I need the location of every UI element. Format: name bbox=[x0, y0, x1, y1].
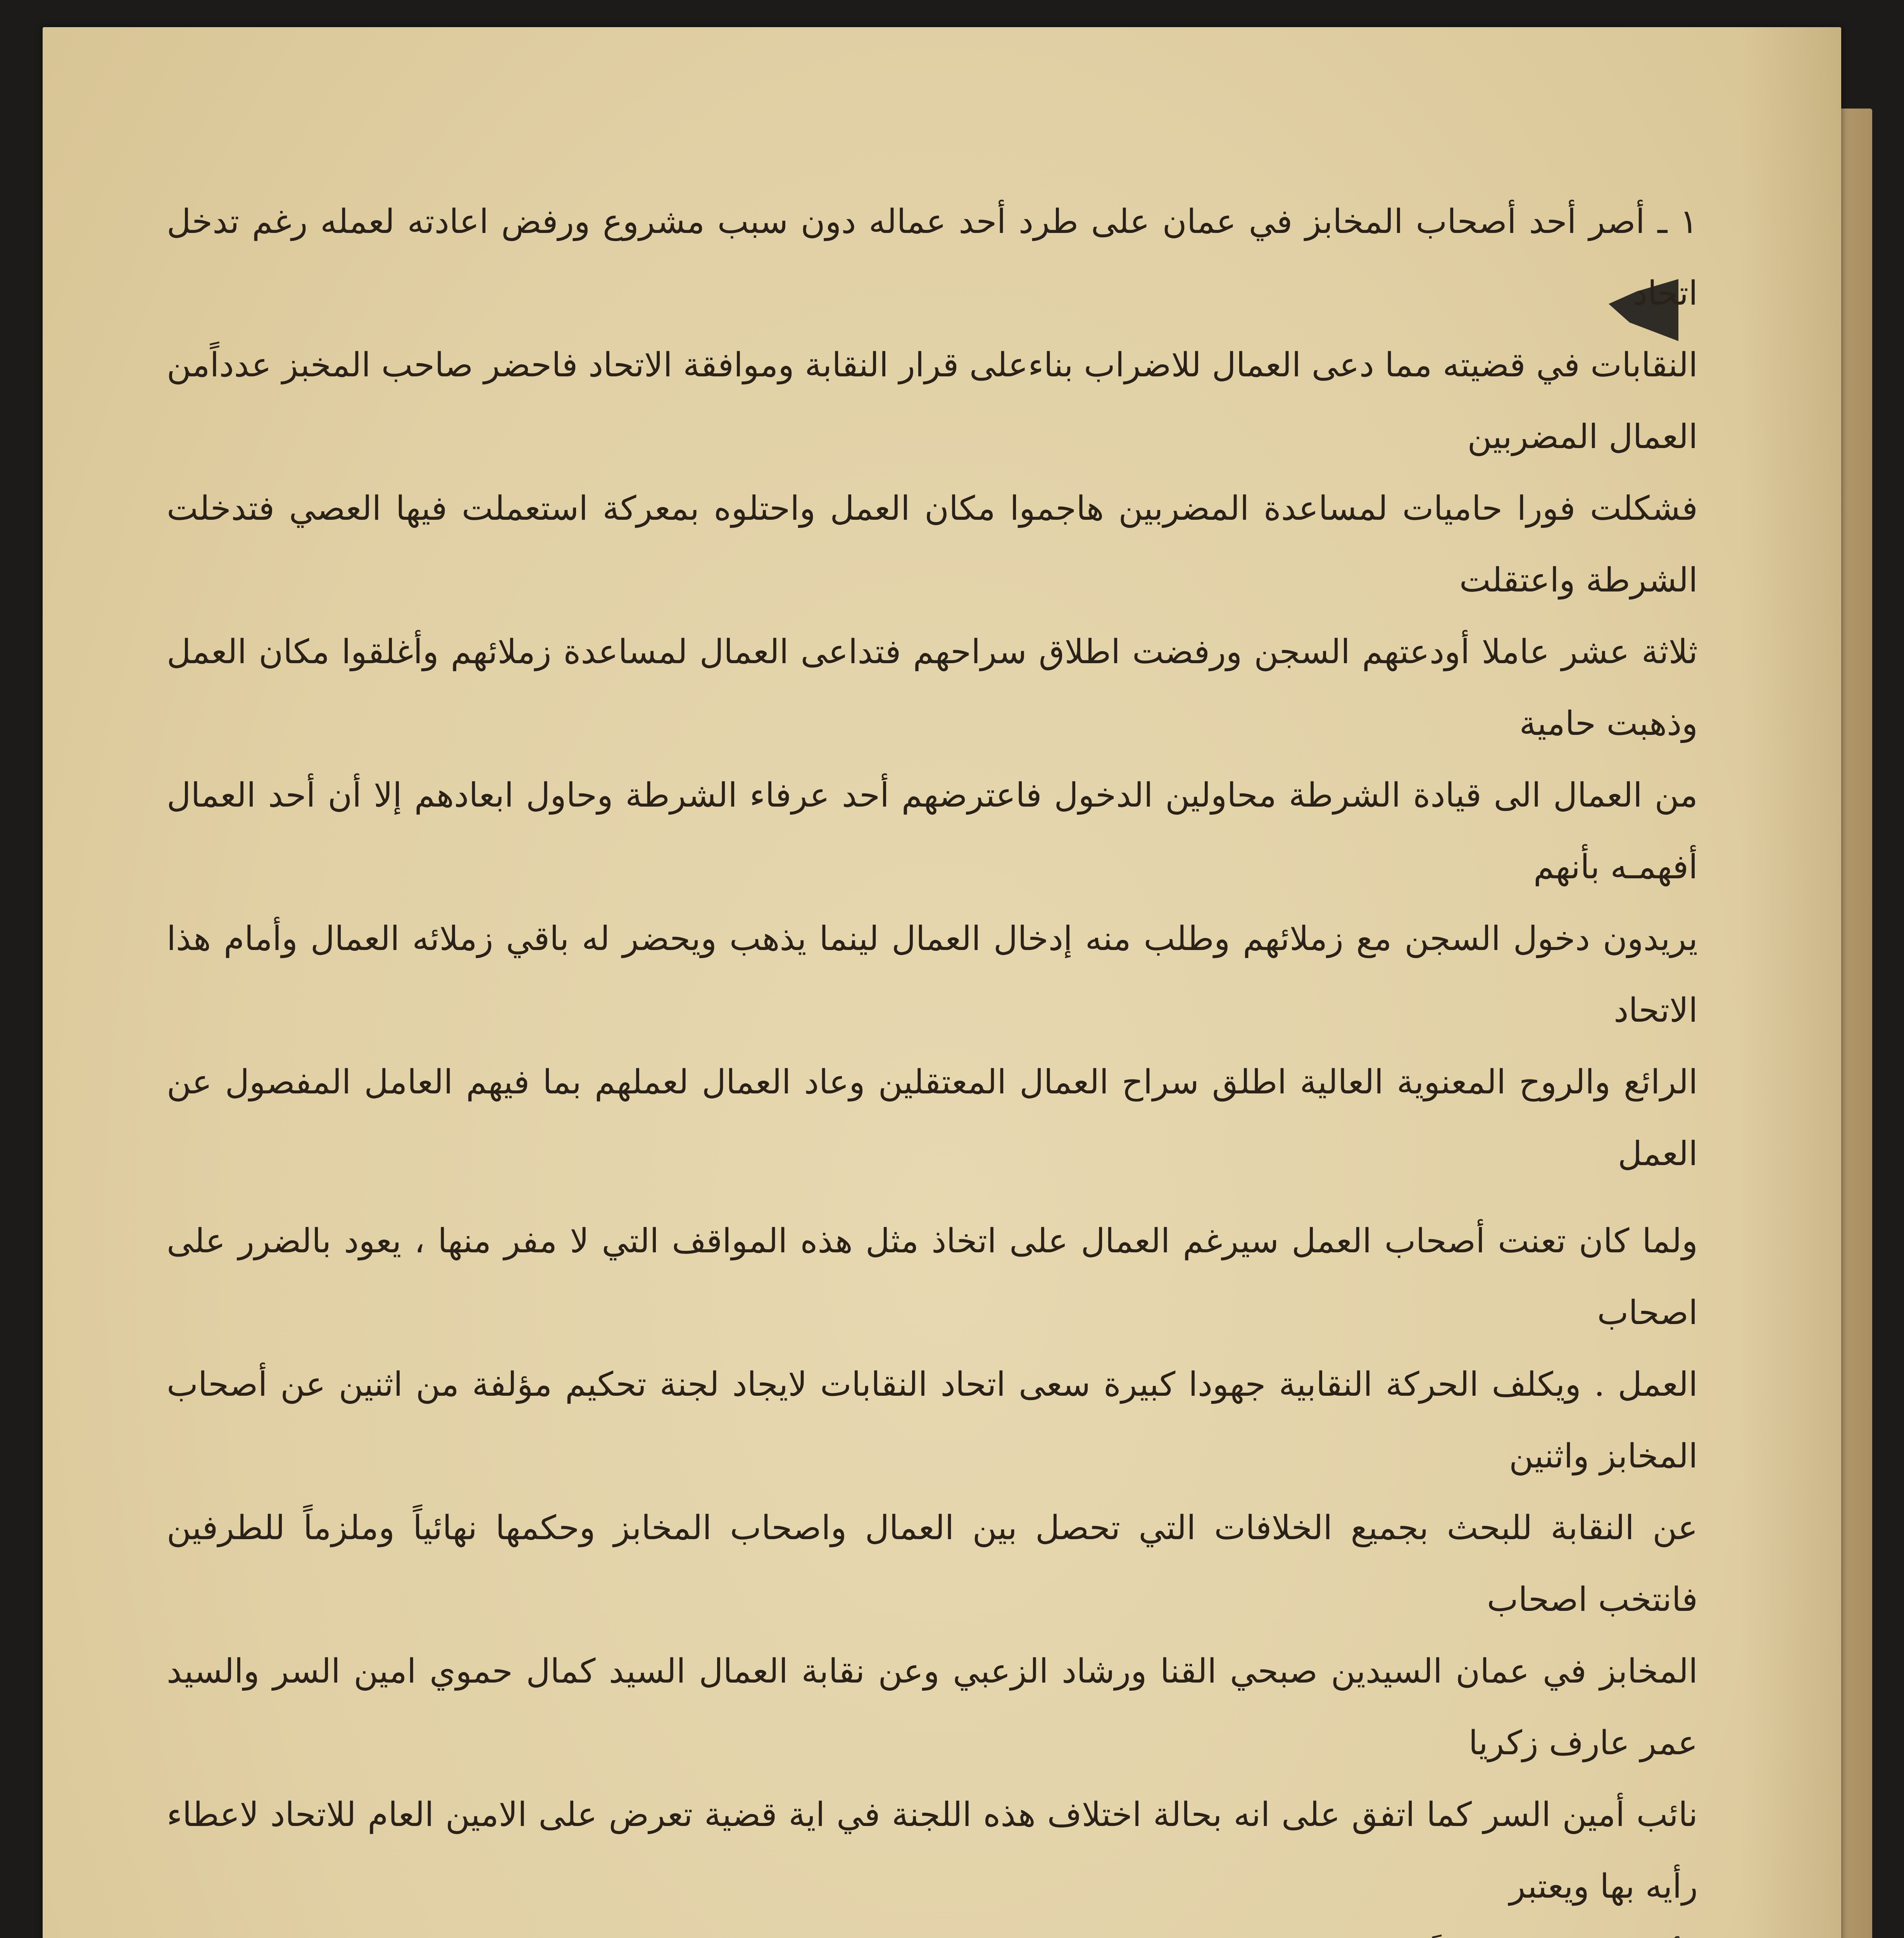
document-body bbox=[167, 186, 1698, 1938]
text-line: ولما كان تعنت أصحاب العمل سيرغم العمال على اتخاذ مثل هذه المواقف التي لا مفر منها ، يعود بالضرر على اصحاب bbox=[167, 1222, 1698, 1332]
paragraph-1 bbox=[167, 186, 1698, 1190]
text-line: عن النقابة للبحث بجميع الخلافات التي تحصل بين العمال واصحاب المخابز وحكمها نهائياً وملزماً للطرفين فانتخب اصحاب bbox=[167, 1509, 1698, 1619]
text-line: من العمال الى قيادة الشرطة محاولين الدخول فاعترضهم أحد عرفاء الشرطة وحاول ابعادهم إلا أن أحد العمال أفهمـه بأنهم bbox=[167, 776, 1698, 886]
text-line: العمل . ويكلف الحركة النقابية جهودا كبيرة سعى اتحاد النقابات لايجاد لجنة تحكيم مؤلفة من اثنين عن أصحاب المخابز واثنين bbox=[167, 1365, 1698, 1476]
paragraph-2 bbox=[167, 1205, 1698, 1938]
text-line bbox=[167, 1922, 1698, 1938]
text-line: ثلاثة عشر عاملا أودعتهم السجن ورفضت اطلاق سراحهم فتداعى العمال لمساعدة زملائهم وأغلقوا مكان العمل وذهبت حامية bbox=[167, 633, 1698, 743]
text-line: المخابز في عمان السيدين صبحي القنا ورشاد الزعبي وعن نقابة العمال السيد كمال حموي امين السر والسيد عمر عارف زكريا bbox=[167, 1652, 1698, 1762]
text-line: النقابات في قضيته مما دعى العمال للاضراب بناءعلى قرار النقابة وموافقة الاتحاد فاحضر صاحب المخبز عدداًمن العمال المضربين bbox=[167, 346, 1698, 456]
text-line: نائب أمين السر كما اتفق على انه بحالة اختلاف هذه اللجنة في اية قضية تعرض على الامين العام للاتحاد لاعطاء رأيه بها ويعتبر bbox=[167, 1795, 1698, 1906]
text-line: فشكلت فورا حاميات لمساعدة المضربين هاجموا مكان العمل واحتلوه بمعركة استعملت فيها العصي فتدخلت الشرطة واعتقلت bbox=[167, 489, 1698, 600]
text-line: الرائع والروح المعنوية العالية اطلق سراح العمال المعتقلين وعاد العمال لعملهم بما فيهم العامل المفصول عن العمل bbox=[167, 1063, 1698, 1173]
text-line: يريدون دخول السجن مع زملائهم وطلب منه إدخال العمال لينما يذهب ويحضر له باقي زملائه العمال وأمام هذا الاتحاد bbox=[167, 919, 1698, 1030]
text-line: ١ ـ أصر أحد أصحاب المخابز في عمان على طرد أحد عماله دون سبب مشروع ورفض اعادته لعمله رغم تدخل اتحاد bbox=[167, 202, 1698, 313]
